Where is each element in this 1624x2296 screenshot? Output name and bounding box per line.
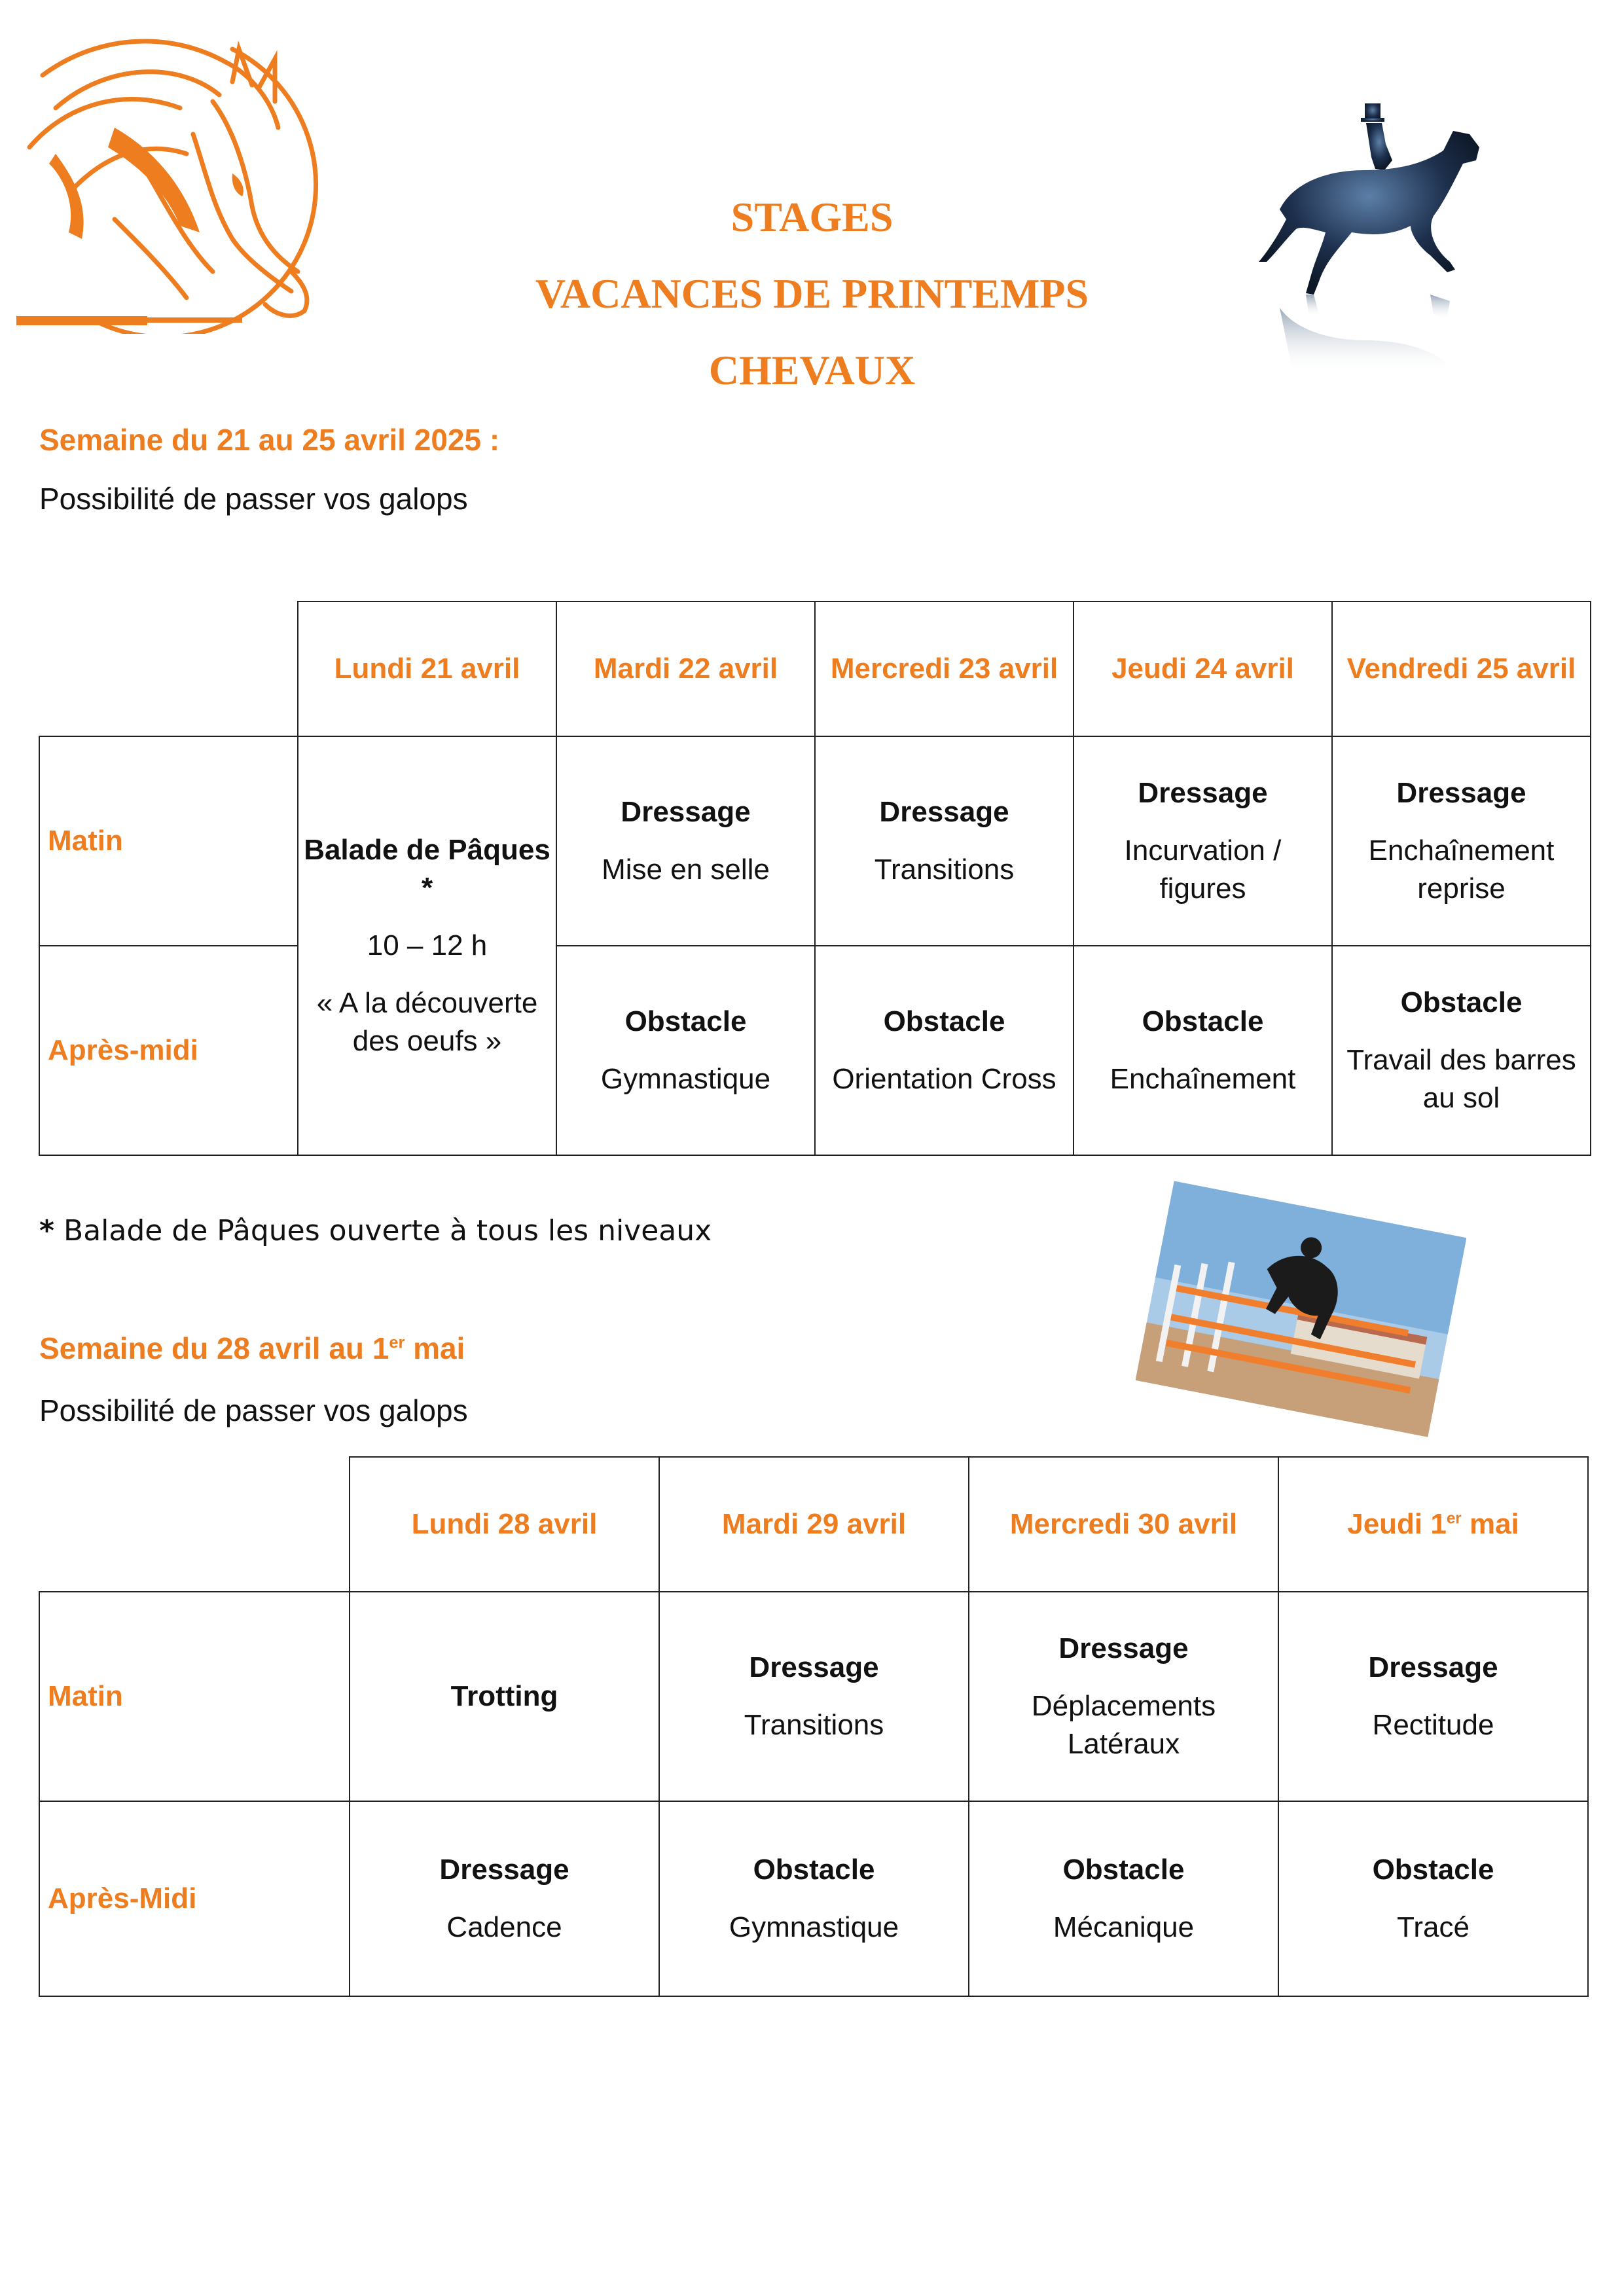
title-chevaux: CHEVAUX	[708, 347, 916, 393]
footnote	[39, 1214, 712, 1247]
row-label-matin: Matin	[39, 736, 298, 946]
day-header-end: mai	[1461, 1507, 1519, 1540]
activity-cell	[1332, 946, 1591, 1155]
activity-title: Obstacle	[753, 1853, 875, 1886]
activity-cell	[1332, 736, 1591, 946]
special-event-time: 10 – 12 h	[367, 929, 488, 961]
week2-schedule-table	[39, 1456, 1589, 1997]
row-label-matin: Matin	[39, 1592, 350, 1801]
row-label-apres-midi: Après-Midi	[39, 1801, 350, 1996]
activity-detail: Mise en selle	[602, 853, 770, 886]
activity-cell	[350, 1801, 659, 1996]
activity-detail: Transitions	[874, 853, 1015, 886]
special-event-title: Balade de Pâques *	[304, 833, 550, 904]
activity-title: Obstacle	[1372, 1853, 1494, 1886]
footnote-star: *	[39, 1214, 55, 1247]
week2-heading-end: mai	[405, 1331, 465, 1365]
activity-cell	[350, 1592, 659, 1801]
activity-detail: Tracé	[1397, 1911, 1470, 1943]
special-event-desc: « A la découverte des oeufs »	[316, 987, 538, 1058]
week2-heading-sup: er	[389, 1333, 405, 1352]
day-header	[1278, 1457, 1588, 1592]
activity-title: Dressage	[1058, 1632, 1189, 1664]
day-header: Lundi 21 avril	[298, 601, 556, 736]
activity-cell	[969, 1801, 1278, 1996]
title-stages: STAGES	[731, 194, 893, 240]
activity-cell	[659, 1592, 969, 1801]
day-header: Mercredi 23 avril	[815, 601, 1074, 736]
show-jumping-photo	[1136, 1178, 1466, 1440]
week1-heading: Semaine du 21 au 25 avril 2025 :	[39, 423, 500, 457]
day-header: Mardi 29 avril	[659, 1457, 969, 1592]
activity-title: Dressage	[1396, 776, 1526, 809]
activity-detail: Gymnastique	[729, 1911, 899, 1943]
activity-detail: Orientation Cross	[832, 1063, 1056, 1095]
activity-title: Trotting	[450, 1679, 558, 1712]
activity-cell	[659, 1801, 969, 1996]
week1-schedule-table	[39, 601, 1591, 1156]
activity-cell	[815, 946, 1074, 1155]
day-header: Mercredi 30 avril	[969, 1457, 1278, 1592]
title-vacances: VACANCES DE PRINTEMPS	[535, 270, 1089, 317]
day-header: Vendredi 25 avril	[1332, 601, 1591, 736]
activity-title: Obstacle	[1142, 1005, 1264, 1037]
activity-title: Dressage	[879, 795, 1009, 828]
activity-cell	[1278, 1801, 1588, 1996]
activity-detail: Enchaînement	[1110, 1063, 1296, 1095]
activity-title: Dressage	[439, 1853, 569, 1886]
special-event-cell	[298, 736, 556, 1155]
activity-cell	[1278, 1592, 1588, 1801]
activity-title: Dressage	[749, 1651, 879, 1683]
activity-detail: Enchaînement reprise	[1368, 834, 1555, 905]
activity-detail: Cadence	[446, 1911, 562, 1943]
footnote-text: Balade de Pâques ouverte à tous les niveaux	[54, 1214, 712, 1247]
activity-cell	[1074, 946, 1332, 1155]
activity-title: Obstacle	[1062, 1853, 1185, 1886]
activity-cell	[969, 1592, 1278, 1801]
activity-detail: Déplacements Latéraux	[1031, 1689, 1216, 1761]
activity-title: Obstacle	[883, 1005, 1005, 1037]
activity-detail: Mécanique	[1053, 1911, 1195, 1943]
week1-subtitle: Possibilité de passer vos galops	[39, 482, 468, 516]
table-corner	[39, 1457, 350, 1592]
day-header-text: Jeudi 1	[1347, 1507, 1447, 1540]
activity-title: Dressage	[621, 795, 751, 828]
week2-heading-text: Semaine du 28 avril au 1	[39, 1331, 389, 1365]
activity-detail: Transitions	[744, 1709, 884, 1741]
activity-detail: Rectitude	[1372, 1709, 1494, 1741]
week2-heading	[39, 1331, 465, 1366]
activity-cell	[556, 946, 815, 1155]
activity-detail: Gymnastique	[600, 1063, 771, 1095]
activity-cell	[1074, 736, 1332, 946]
activity-cell	[556, 736, 815, 946]
activity-title: Obstacle	[624, 1005, 747, 1037]
week2-subtitle: Possibilité de passer vos galops	[39, 1393, 468, 1427]
day-header: Lundi 28 avril	[350, 1457, 659, 1592]
activity-title: Obstacle	[1400, 986, 1523, 1018]
activity-cell	[815, 736, 1074, 946]
day-header: Jeudi 24 avril	[1074, 601, 1332, 736]
activity-title: Dressage	[1368, 1651, 1498, 1683]
activity-detail: Travail des barres au sol	[1346, 1043, 1576, 1115]
day-header: Mardi 22 avril	[556, 601, 815, 736]
day-header-sup: er	[1446, 1509, 1462, 1528]
activity-title: Dressage	[1138, 776, 1268, 809]
table-corner	[39, 601, 298, 736]
activity-detail: Incurvation / figures	[1124, 834, 1282, 905]
row-label-apres-midi: Après-midi	[39, 946, 298, 1155]
